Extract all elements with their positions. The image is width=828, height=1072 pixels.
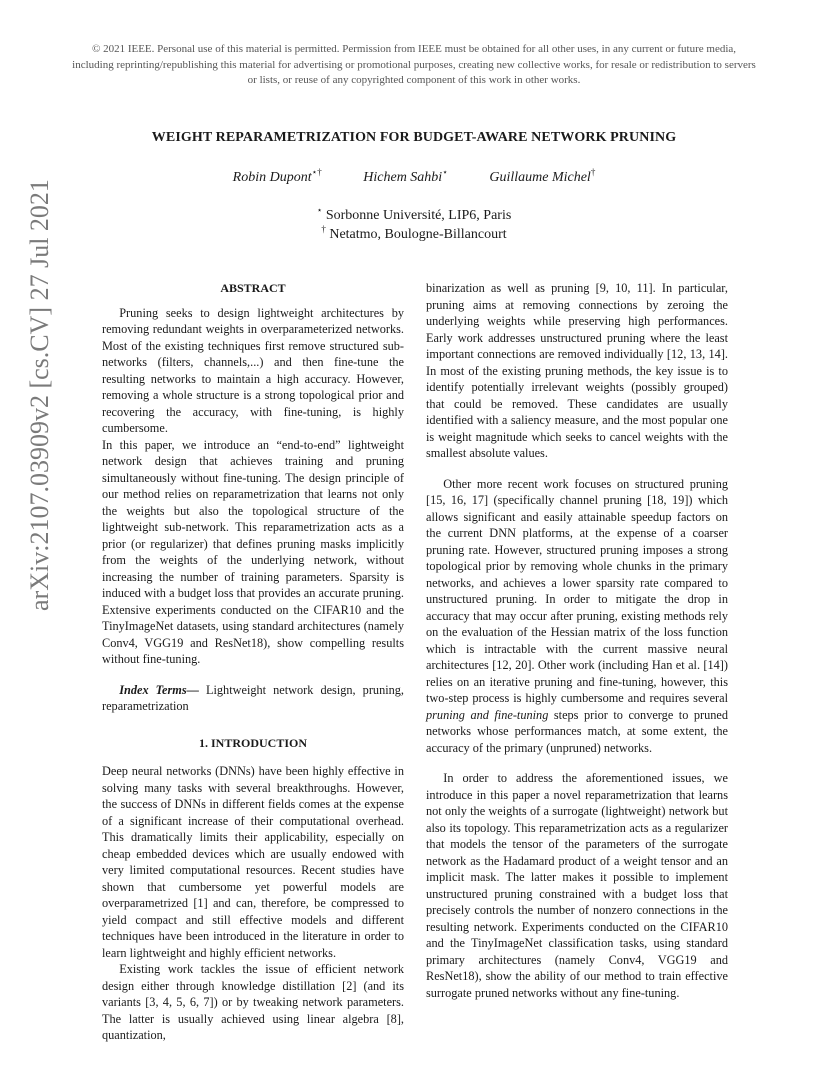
author-marks: ⋆†: [311, 167, 322, 177]
author: Robin Dupont⋆†: [232, 167, 322, 185]
body-paragraph: Other more recent work focuses on structured pruning [15, 16, 17] (specifically channel pruning [18, 19]) which allows significant and easily attainable speedup factors on the current DNN platforms, at the expense of a coarser pruning rate. However, structured pruning imposes a strong topological prior by removing whole chunks in the primary networks, and achieves a lower sparsity rate compared to unstructured pruning. In order to mitigate the drop in accuracy that may occur after pruning, existing methods rely on the evaluation of the Hessian matrix of the loss function which is intractable with the current massive neural architectures [12, 20]. Other work (including Han et al. [14]) relies on an iterative pruning and fine-tuning, however, this two-step process is highly cumbersome and requires several pruning and fine-tuning steps prior to converge to pruned networks whose performances match, at some extent, the accuracy of the primary (unpruned) networks.: [426, 476, 728, 755]
paper-title: WEIGHT REPARAMETRIZATION FOR BUDGET-AWARE NETWORK PRUNING: [151, 130, 677, 145]
section-heading: 1. INTRODUCTION: [198, 735, 307, 750]
abstract-paragraph: Pruning seeks to design lightweight architectures by removing redundant weights in overparameterized networks. Most of the existing techniques first remove structured sub-networks (filters, channels,...) and then fine-tune the resulting networks to maintain a high accuracy. However, removing a whole structure is a strong topological prior and recovering the accuracy, with fine-tuning, is highly cumbersome.: [102, 305, 404, 435]
right-column: [426, 280, 728, 1001]
body-paragraph: Deep neural networks (DNNs) have been highly effective in solving many tasks with several breakthroughs. However, the success of DNNs in different fields comes at the expense of a significant increase of their computational overhead. This dramatically limits their applicability, especially on cheap embedded devices which are usually endowed with very limited computational resources. Recent studies have shown that cumbersome yet powerful models are overparametrized [1] and can, therefore, be compressed to yield compact and still effective models and different techniques have been introduced in the literature in order to learn lightweight and highly efficient networks.: [102, 764, 404, 960]
index-terms-label: Index Terms—: [119, 682, 199, 697]
body-paragraph: binarization as well as pruning [9, 10, 11]. In particular, pruning aims at removing connections by zeroing the underlying weights while preserving high performances. Early work addresses unstructured pruning where the least important connections are removed individually [12, 13, 14]. In most of the existing pruning methods, the key issue is to identify potentially irrelevant weights (possibly grouped) that could be removed. These candidates are usually identified with a saliency measure, and the most popular one is weight magnitude which seeks to cancel weights with the smallest absolute values.: [426, 281, 728, 460]
affiliation-mark: †: [321, 224, 326, 234]
arxiv-identifier: arXiv:2107.03909v2 [cs.CV] 27 Jul 2021: [25, 179, 54, 611]
copyright-notice: © 2021 IEEE. Personal use of this material is permitted. Permission from IEEE must be obtained for all other uses, in any current or future media, including reprinting/republishing this material for advertising or promotional purposes, creating new collective works, for resale or redistribution to servers or lists, or reuse of any copyrighted component of this work in other works.: [72, 43, 756, 86]
author-list: [60, 167, 768, 186]
author: Hichem Sahbi⋆: [363, 167, 448, 185]
abstract-paragraph: In this paper, we introduce an “end-to-end” lightweight network design that achieves training and pruning simultaneously without fine-tuning. The design principle of our method relies on reparametrization that learns not only the weights but also the topological structure of the lightweight sub-network. This reparametrization acts as a prior (or regularizer) that defines pruning masks implicitly from the weights of the underlying network, without increasing the number of training parameters. Sparsity is induced with a budget loss that provides an accurate pruning. Extensive experiments conducted on the CIFAR10 and the TinyImageNet datasets, using standard architectures (namely Conv4, VGG19 and ResNet18), show compelling results without fine-tuning.: [102, 437, 404, 666]
left-column: [102, 280, 404, 1044]
affiliation-mark: ⋆: [316, 205, 323, 215]
affiliation: ⋆ Sorbonne Université, LIP6, Paris: [316, 205, 512, 223]
abstract-heading: ABSTRACT: [220, 281, 286, 295]
index-terms: Index Terms— Lightweight network design, pruning, reparametrization: [102, 682, 405, 713]
author-marks: ⋆: [442, 167, 448, 177]
affiliations: [60, 206, 768, 244]
body-paragraph: In order to address the aforementioned issues, we introduce in this paper a novel reparametrization that learns not only the weights of a surrogate (lightweight) network but also its topology. This reparametrization acts as a regularizer that models the tensor of the parameters of the surrogate network as the Hadamard product of a weight tensor and an implicit mask. The latter makes it possible to implement unstructured pruning constrained with a budget loss that precisely controls the number of nonzero connections in the resulting network. Experiments conducted on the CIFAR10 and the TinyImageNet classification tasks, using standard primary architectures (namely Conv4, VGG19 and ResNet18), show the ability of our method to train effective surrogate pruned networks without any fine-tuning.: [426, 771, 728, 1000]
author: Guillaume Michel†: [489, 167, 596, 185]
author-marks: †: [590, 167, 596, 177]
body-paragraph: Existing work tackles the issue of efficient network design either through knowledge distillation [2] (and its variants [3, 4, 5, 6, 7]) or by tweaking network parameters. The latter is usually achieved using linear algebra [8], quantization,: [102, 962, 404, 1042]
affiliation: † Netatmo, Boulogne-Billancourt: [321, 224, 507, 242]
